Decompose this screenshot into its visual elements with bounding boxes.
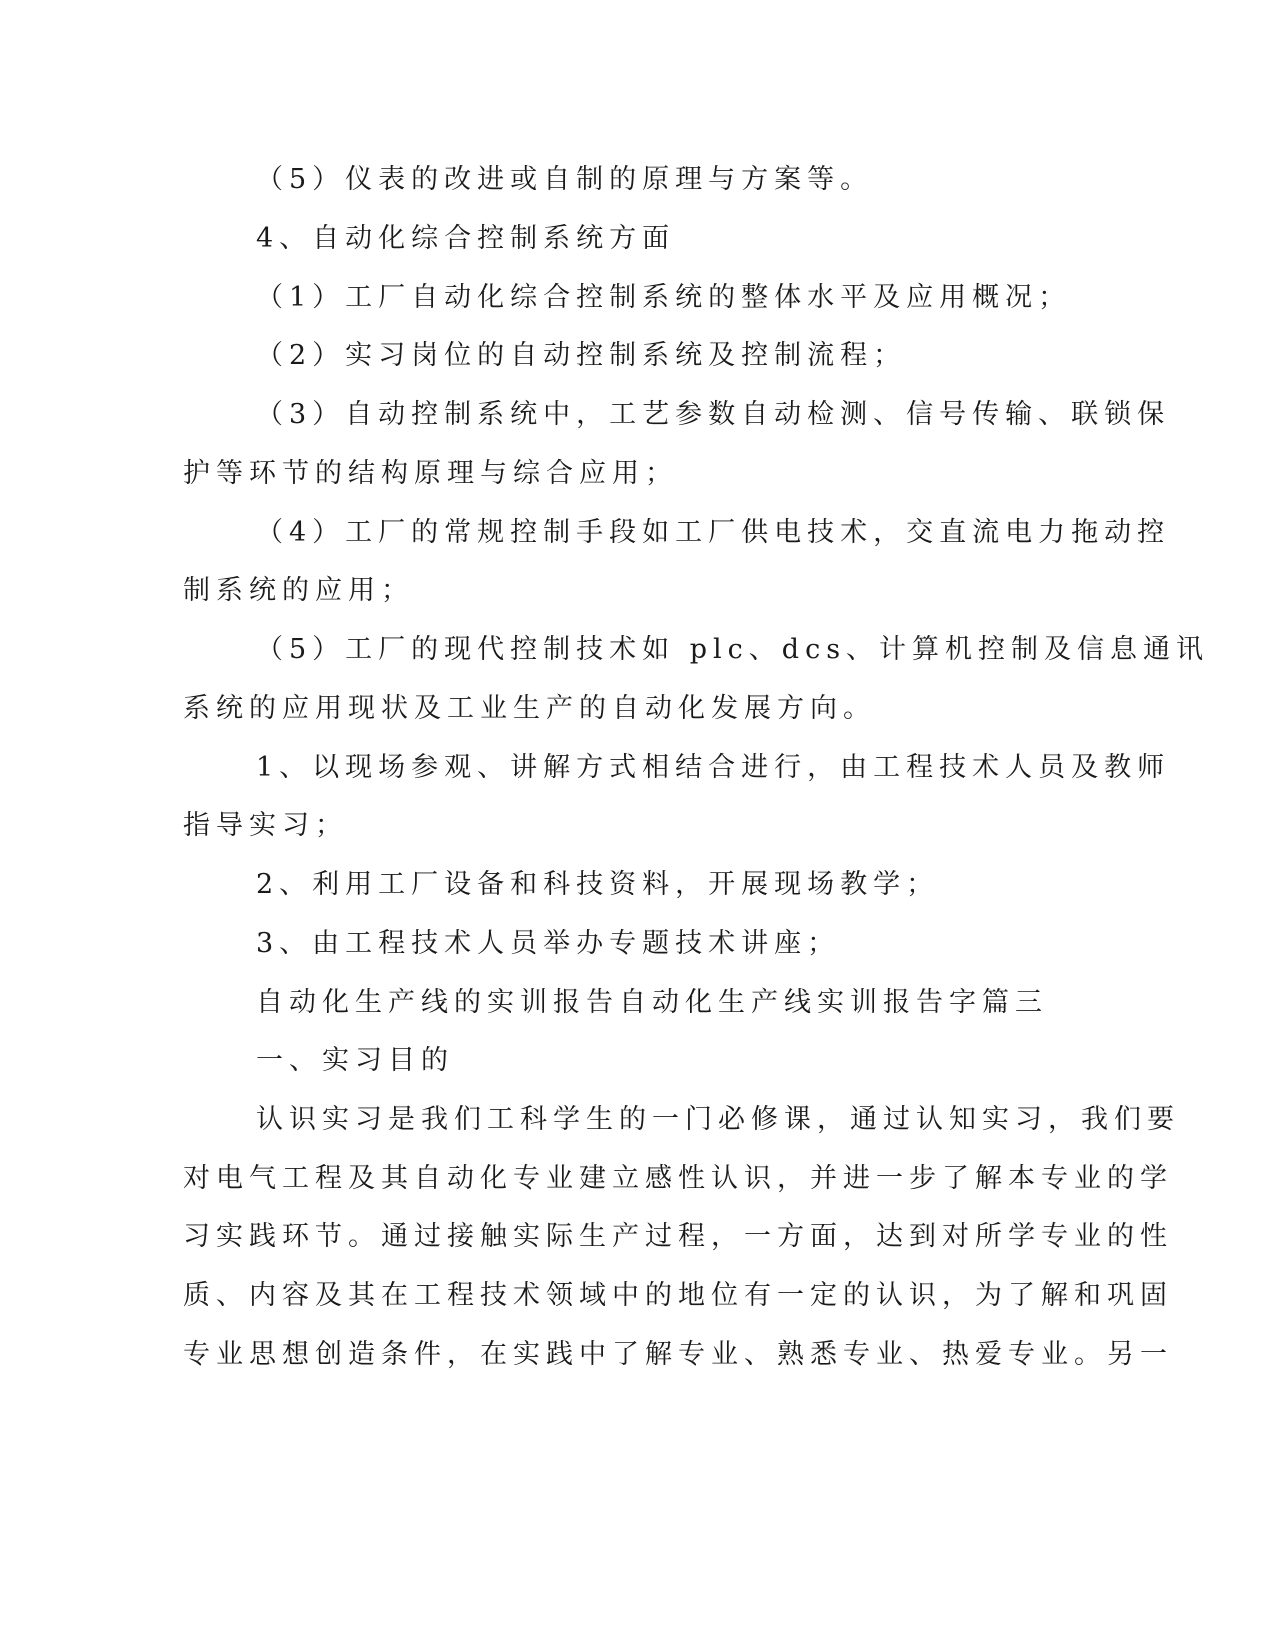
section-heading-purpose: 一、实习目的 (256, 1045, 454, 1076)
method-1-line-1: 1、以现场参观、讲解方式相结合进行，由工程技术人员及教师 (256, 752, 1171, 783)
paragraph-line-3: 习实践环节。通过接触实际生产过程，一方面，达到对所学专业的性 (183, 1221, 1173, 1252)
paragraph-line-1: 认识实习是我们工科学生的一门必修课，通过认知实习，我们要 (256, 1104, 1180, 1135)
method-3: 3、由工程技术人员举办专题技术讲座； (256, 928, 841, 959)
item-1-overall-level: （1）工厂自动化综合控制系统的整体水平及应用概况； (256, 282, 1072, 313)
item-4-line-1: （4）工厂的常规控制手段如工厂供电技术，交直流电力拖动控 (256, 517, 1171, 548)
item-5-line-1: （5）工厂的现代控制技术如 plc、dcs、计算机控制及信息通讯 (256, 634, 1210, 665)
method-1-line-2: 指导实习； (183, 810, 348, 841)
paragraph-line-2: 对电气工程及其自动化专业建立感性认识，并进一步了解本专业的学 (183, 1163, 1173, 1194)
item-4-line-2: 制系统的应用； (183, 575, 414, 606)
item-5-instrument-improvement: （5）仪表的改进或自制的原理与方案等。 (256, 164, 874, 195)
section-4-heading: 4、自动化综合控制系统方面 (256, 223, 676, 254)
item-3-line-2: 护等环节的结构原理与综合应用； (183, 458, 678, 489)
item-5-line-2: 系统的应用现状及工业生产的自动化发展方向。 (183, 693, 876, 724)
method-2: 2、利用工厂设备和科技资料，开展现场教学； (256, 869, 940, 900)
item-3-line-1: （3）自动控制系统中，工艺参数自动检测、信号传输、联锁保 (256, 399, 1171, 430)
article-title: 自动化生产线的实训报告自动化生产线实训报告字篇三 (256, 987, 1048, 1018)
paragraph-line-5: 专业思想创造条件，在实践中了解专业、熟悉专业、热爱专业。另一 (183, 1339, 1173, 1370)
item-2-control-flow: （2）实习岗位的自动控制系统及控制流程； (256, 340, 907, 371)
paragraph-line-4: 质、内容及其在工程技术领域中的地位有一定的认识，为了解和巩固 (183, 1280, 1173, 1311)
